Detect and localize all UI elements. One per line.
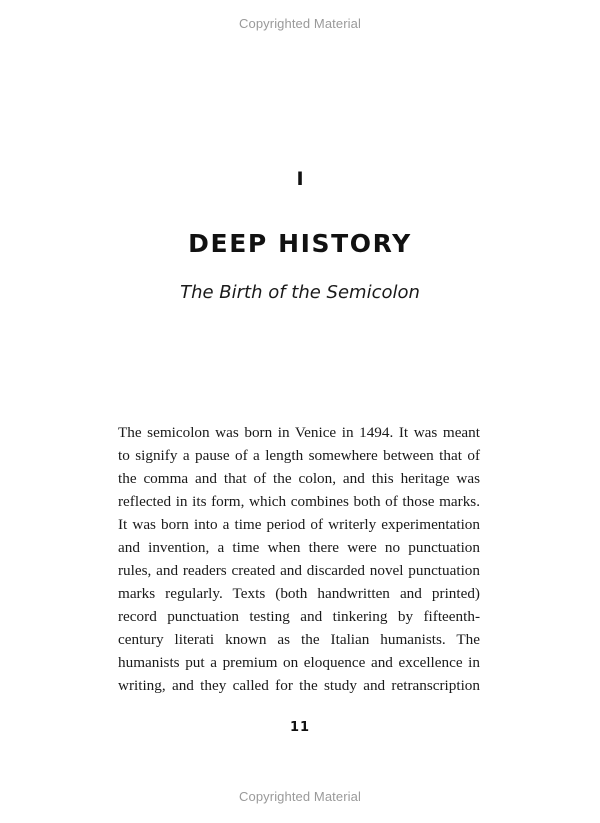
text-line: rules, and readers created and discarded novel punctuation xyxy=(118,562,480,579)
text-line: record punctuation testing and tinkering by fifteenth- xyxy=(118,608,480,625)
text-line: writing, and they called for the study and retranscription xyxy=(118,677,480,694)
copyright-watermark-bottom: Copyrighted Material xyxy=(239,789,361,804)
text-line: reflected in its form, which combines both of those marks. xyxy=(118,493,480,510)
text-line: It was born into a time period of writerly experimentation xyxy=(118,516,480,533)
text-line: and invention, a time when there were no punctuation xyxy=(118,539,480,556)
text-line: the comma and that of the colon, and this heritage was xyxy=(118,470,480,487)
chapter-number: I xyxy=(296,168,304,190)
chapter-title: DEEP HISTORY xyxy=(188,229,412,258)
text-line: century literati known as the Italian humanists. The xyxy=(118,631,480,648)
text-line: to signify a pause of a length somewhere between that of xyxy=(118,447,480,464)
chapter-subtitle: The Birth of the Semicolon xyxy=(180,282,420,303)
text-line: marks regularly. Texts (both handwritten and printed) xyxy=(118,585,480,602)
body-paragraph xyxy=(118,421,480,697)
text-line: humanists put a premium on eloquence and excellence in xyxy=(118,654,480,671)
copyright-watermark-top: Copyrighted Material xyxy=(239,16,361,31)
page-number: 11 xyxy=(289,720,311,735)
text-line: The semicolon was born in Venice in 1494. It was meant xyxy=(118,424,480,441)
